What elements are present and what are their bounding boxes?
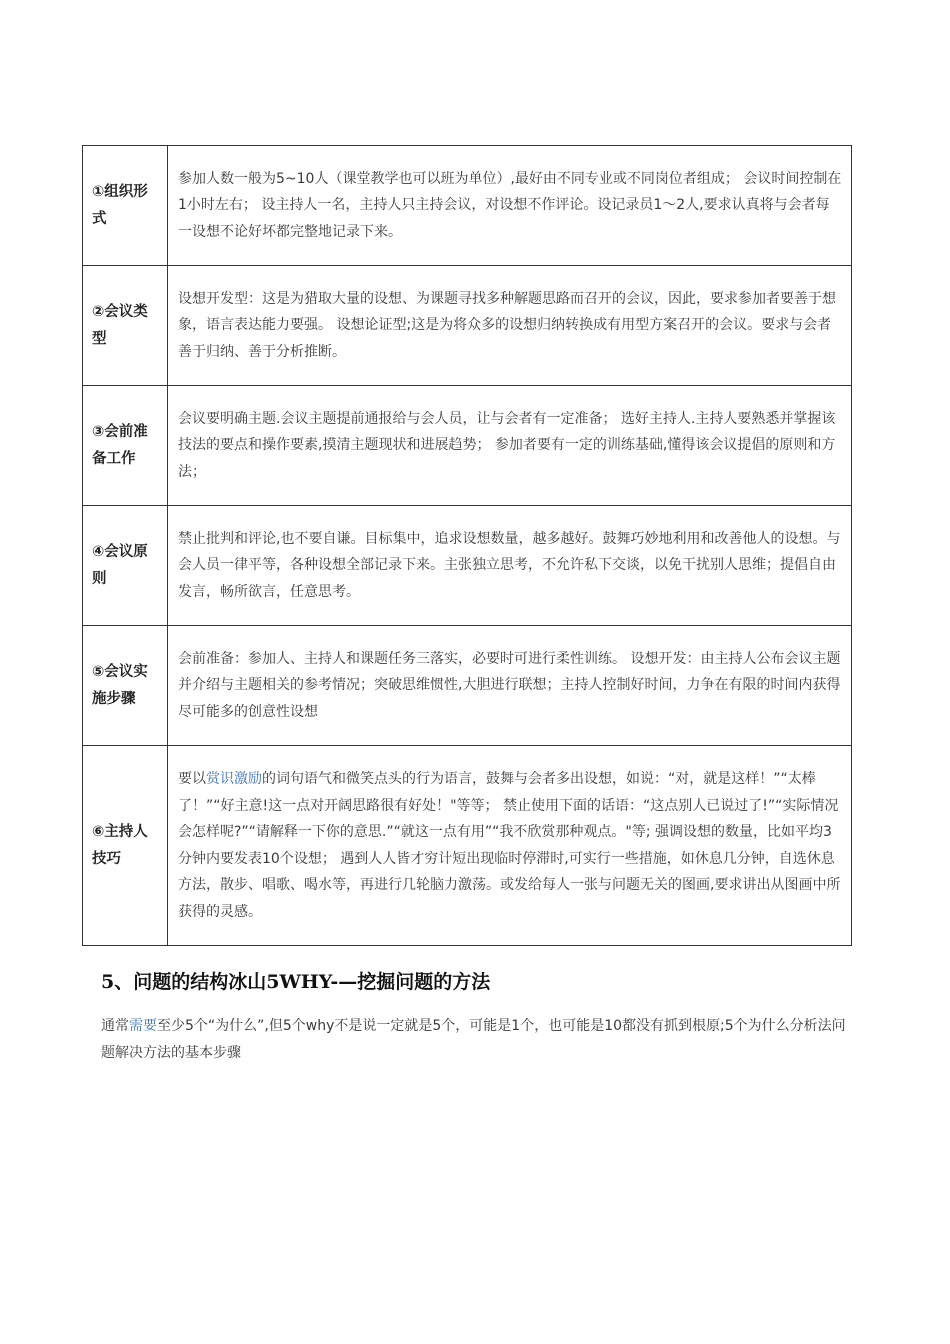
row-label: ③会前准备工作: [83, 386, 168, 506]
table-row: [83, 506, 852, 626]
intro-text: 至少5个“为什么”,但5个why不是说一定就是5个，可能是1个，也可能是10都没有抓到根原;5个为什么分析法问题解决方法的基本步骤: [101, 1018, 846, 1061]
row-content: 会议要明确主题.会议主题提前通报给与会人员，让与会者有一定准备； 选好主持人.主持人要熟悉并掌握该技法的要点和操作要素,摸清主题现状和进展趋势； 参加者要有一定的训练基础,懂得该会议提倡的原则和方法；: [168, 386, 852, 506]
section-intro: [101, 1013, 853, 1066]
row-content: 禁止批判和评论,也不要自谦。目标集中，追求设想数量，越多越好。鼓舞巧妙地利用和改善他人的设想。与会人员一律平等，各种设想全部记录下来。主张独立思考，不允许私下交谈，以免干扰别人思维；提倡自由发言，畅所欲言，任意思考。: [168, 506, 852, 626]
row-content-text: 要以: [178, 771, 206, 787]
row-content: [168, 746, 852, 946]
appreciation-link[interactable]: 赏识激励: [206, 771, 262, 787]
row-content-text: 的词句语气和微笑点头的行为语言，鼓舞与会者多出设想，如说：“对，就是这样！”“太棒了！”“好主意!这一点对开阔思路很有好处！"等等； 禁止使用下面的话语：“这点别人已说过了!”“实际情况会怎样呢?”“请解释一下你的意思.”“就这一点有用”“我不欣赏那种观点。"等; 强调设想的数量，比如平均3分钟内要发表10个设想； 遇到人人皆才穷计短出现临时停滞时,可实行一些措施，如休息几分钟，自选休息方法，散步、唱歌、喝水等，再进行几轮脑力激荡。或发给每人一张与问题无关的图画,要求讲出从图画中所获得的灵感。: [178, 771, 841, 920]
table-row: [83, 386, 852, 506]
row-content: 设想开发型：这是为猎取大量的设想、为课题寻找多种解题思路而召开的会议，因此，要求参加者要善于想象，语言表达能力要强。 设想论证型;这是为将众多的设想归纳转换成有用型方案召开的会议。要求与会者善于归纳、善于分析推断。: [168, 266, 852, 386]
row-content: 会前准备：参加人、主持人和课题任务三落实，必要时可进行柔性训练。 设想开发：由主持人公布会议主题并介绍与主题相关的参考情况；突破思维惯性,大胆进行联想；主持人控制好时间，力争在有限的时间内获得尽可能多的创意性设想: [168, 626, 852, 746]
table-row: [83, 266, 852, 386]
row-content: 参加人数一般为5~10人（课堂教学也可以班为单位）,最好由不同专业或不同岗位者组成； 会议时间控制在1小时左右； 设主持人一名，主持人只主持会议，对设想不作评论。设记录员1～2人,要求认真将与会者每一设想不论好坏都完整地记录下来。: [168, 146, 852, 266]
row-label: ⑥主持人技巧: [83, 746, 168, 946]
intro-text: 通常: [101, 1018, 129, 1034]
row-label: ④会议原则: [83, 506, 168, 626]
section-heading: 5、问题的结构冰山5WHY-—挖掘问题的方法: [101, 971, 491, 993]
need-link[interactable]: 需要: [129, 1018, 157, 1034]
row-label: ②会议类型: [83, 266, 168, 386]
table-row: [83, 626, 852, 746]
row-label: ⑤会议实施步骤: [83, 626, 168, 746]
row-label: ①组织形式: [83, 146, 168, 266]
table-row: [83, 146, 852, 266]
table-row: [83, 746, 852, 946]
brainstorming-rules-table: [82, 145, 852, 946]
